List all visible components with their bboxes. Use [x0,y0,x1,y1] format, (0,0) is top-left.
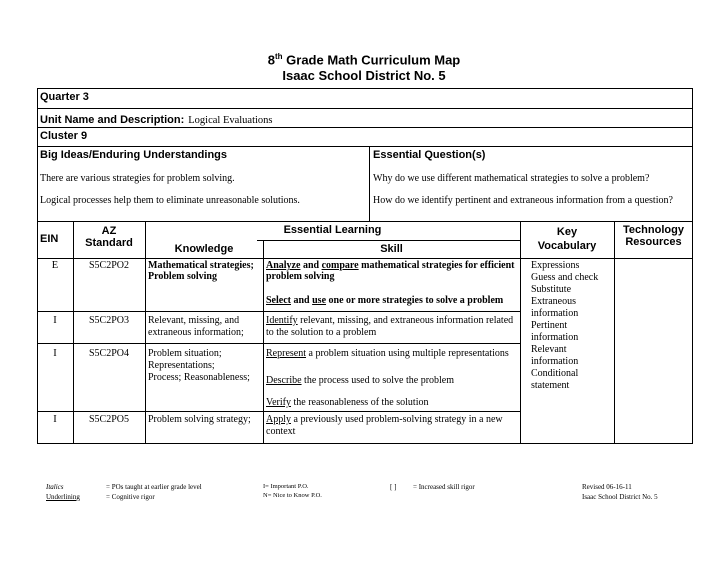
vocabulary-header-line2: Vocabulary [537,240,597,252]
knowledge-text: Problem solving strategy; [148,414,251,425]
standard-code: S5C2PO3 [88,315,129,326]
divider [520,221,521,444]
question-2: How do we identify pertinent and extraneous information from a question? [373,195,673,206]
question-1: Why do we use different mathematical strategies to solve a problem? [373,173,650,184]
nice-legend: N= Nice to Know P.O. [263,492,322,499]
skill-text: context [266,426,296,437]
brackets-legend-desc: = Increased skill rigor [413,483,475,491]
divider [145,240,146,444]
divider [369,146,370,221]
divider [37,221,693,222]
underline-legend-desc: = Cognitive rigor [106,493,155,501]
vocabulary-item: Conditional [531,368,579,379]
knowledge-text: extraneous information; [148,327,244,338]
knowledge-text: Mathematical strategies; [148,260,254,271]
brackets-legend-label: [ ] [390,483,397,491]
knowledge-text: Problem situation; [148,348,222,359]
vocabulary-item: Pertinent [531,320,568,331]
divider [37,311,520,312]
vocabulary-item: Substitute [531,284,572,295]
ein-value: I [53,315,57,326]
divider [37,411,520,412]
ein-value: E [51,260,59,271]
divider [37,146,693,147]
vocabulary-item: Relevant [531,344,567,355]
knowledge-text: Problem solving [148,271,217,282]
skill-text: to the solution to a problem [266,327,377,338]
knowledge-text: Representations; [148,360,215,371]
divider [37,258,693,259]
essential-questions-header: Essential Question(s) [373,149,486,161]
ein-value: I [53,414,57,425]
vocabulary-item: information [531,332,579,343]
understanding-2: Logical processes help them to eliminate unreasonable solutions. [40,195,300,206]
revised-date: Revised 06-16-11 [582,483,632,491]
vocabulary-item: information [531,308,579,319]
big-ideas-header: Big Ideas/Enduring Understandings [40,149,228,161]
knowledge-text: Process; Reasonableness; [148,372,250,383]
divider [257,240,520,241]
ein-header: EIN [40,233,59,245]
vocabulary-item: statement [531,380,570,391]
ein-value: I [53,348,57,359]
az-header-line2: Standard [85,237,133,249]
skill-text: problem solving [266,271,335,282]
vocabulary-item: Expressions [531,260,580,271]
italics-legend-desc: = POs taught at earlier grade level [106,483,202,491]
district-footer: Isaac School District No. 5 [582,493,658,501]
standard-code: S5C2PO5 [88,414,129,425]
cluster-label: Cluster 9 [40,130,88,142]
page-title: 8th Grade Math Curriculum Map [267,52,461,68]
skill-text: Describe the process used to solve the problem [266,375,455,386]
vocabulary-header-line1: Key [556,226,578,238]
quarter-label: Quarter 3 [40,91,89,103]
skill-text: Verify the reasonableness of the solution [266,397,429,408]
underline-legend-label: Underlining [46,493,80,501]
technology-header-line1: Technology [623,224,684,236]
divider [37,343,520,344]
skill-text: Identify relevant, missing, and extraneous information related [266,315,514,326]
vocabulary-item: Guess and check [531,272,599,283]
divider [263,240,264,444]
page-subtitle: Isaac School District No. 5 [282,68,446,83]
az-header-line1: AZ [101,225,117,237]
divider [73,221,74,444]
skill-text: Represent a problem situation using multiple representations [266,348,509,359]
essential-learning-header: Essential Learning [283,224,382,236]
divider [37,108,693,109]
standard-code: S5C2PO2 [88,260,129,271]
unit-name-row [40,110,273,128]
skill-text: Analyze and compare mathematical strategies for efficient [266,260,515,271]
vocabulary-item: information [531,356,579,367]
italics-legend-label: Italics [46,483,64,491]
skill-text: Select and use one or more strategies to solve a problem [266,295,504,306]
standard-code: S5C2PO4 [88,348,129,359]
knowledge-text: Relevant, missing, and [148,315,240,326]
divider [614,221,615,444]
skill-header: Skill [380,243,403,255]
technology-header-line2: Resources [625,236,682,248]
vocabulary-item: Extraneous [531,296,576,307]
important-legend: I= Important P.O. [263,483,309,490]
knowledge-header: Knowledge [174,243,234,255]
understanding-1: There are various strategies for problem solving. [40,173,235,184]
unit-label: Unit Name and Description: [40,114,185,126]
unit-value: Logical Evaluations [188,115,273,126]
skill-text: Apply a previously used problem-solving strategy in a new [266,414,503,425]
